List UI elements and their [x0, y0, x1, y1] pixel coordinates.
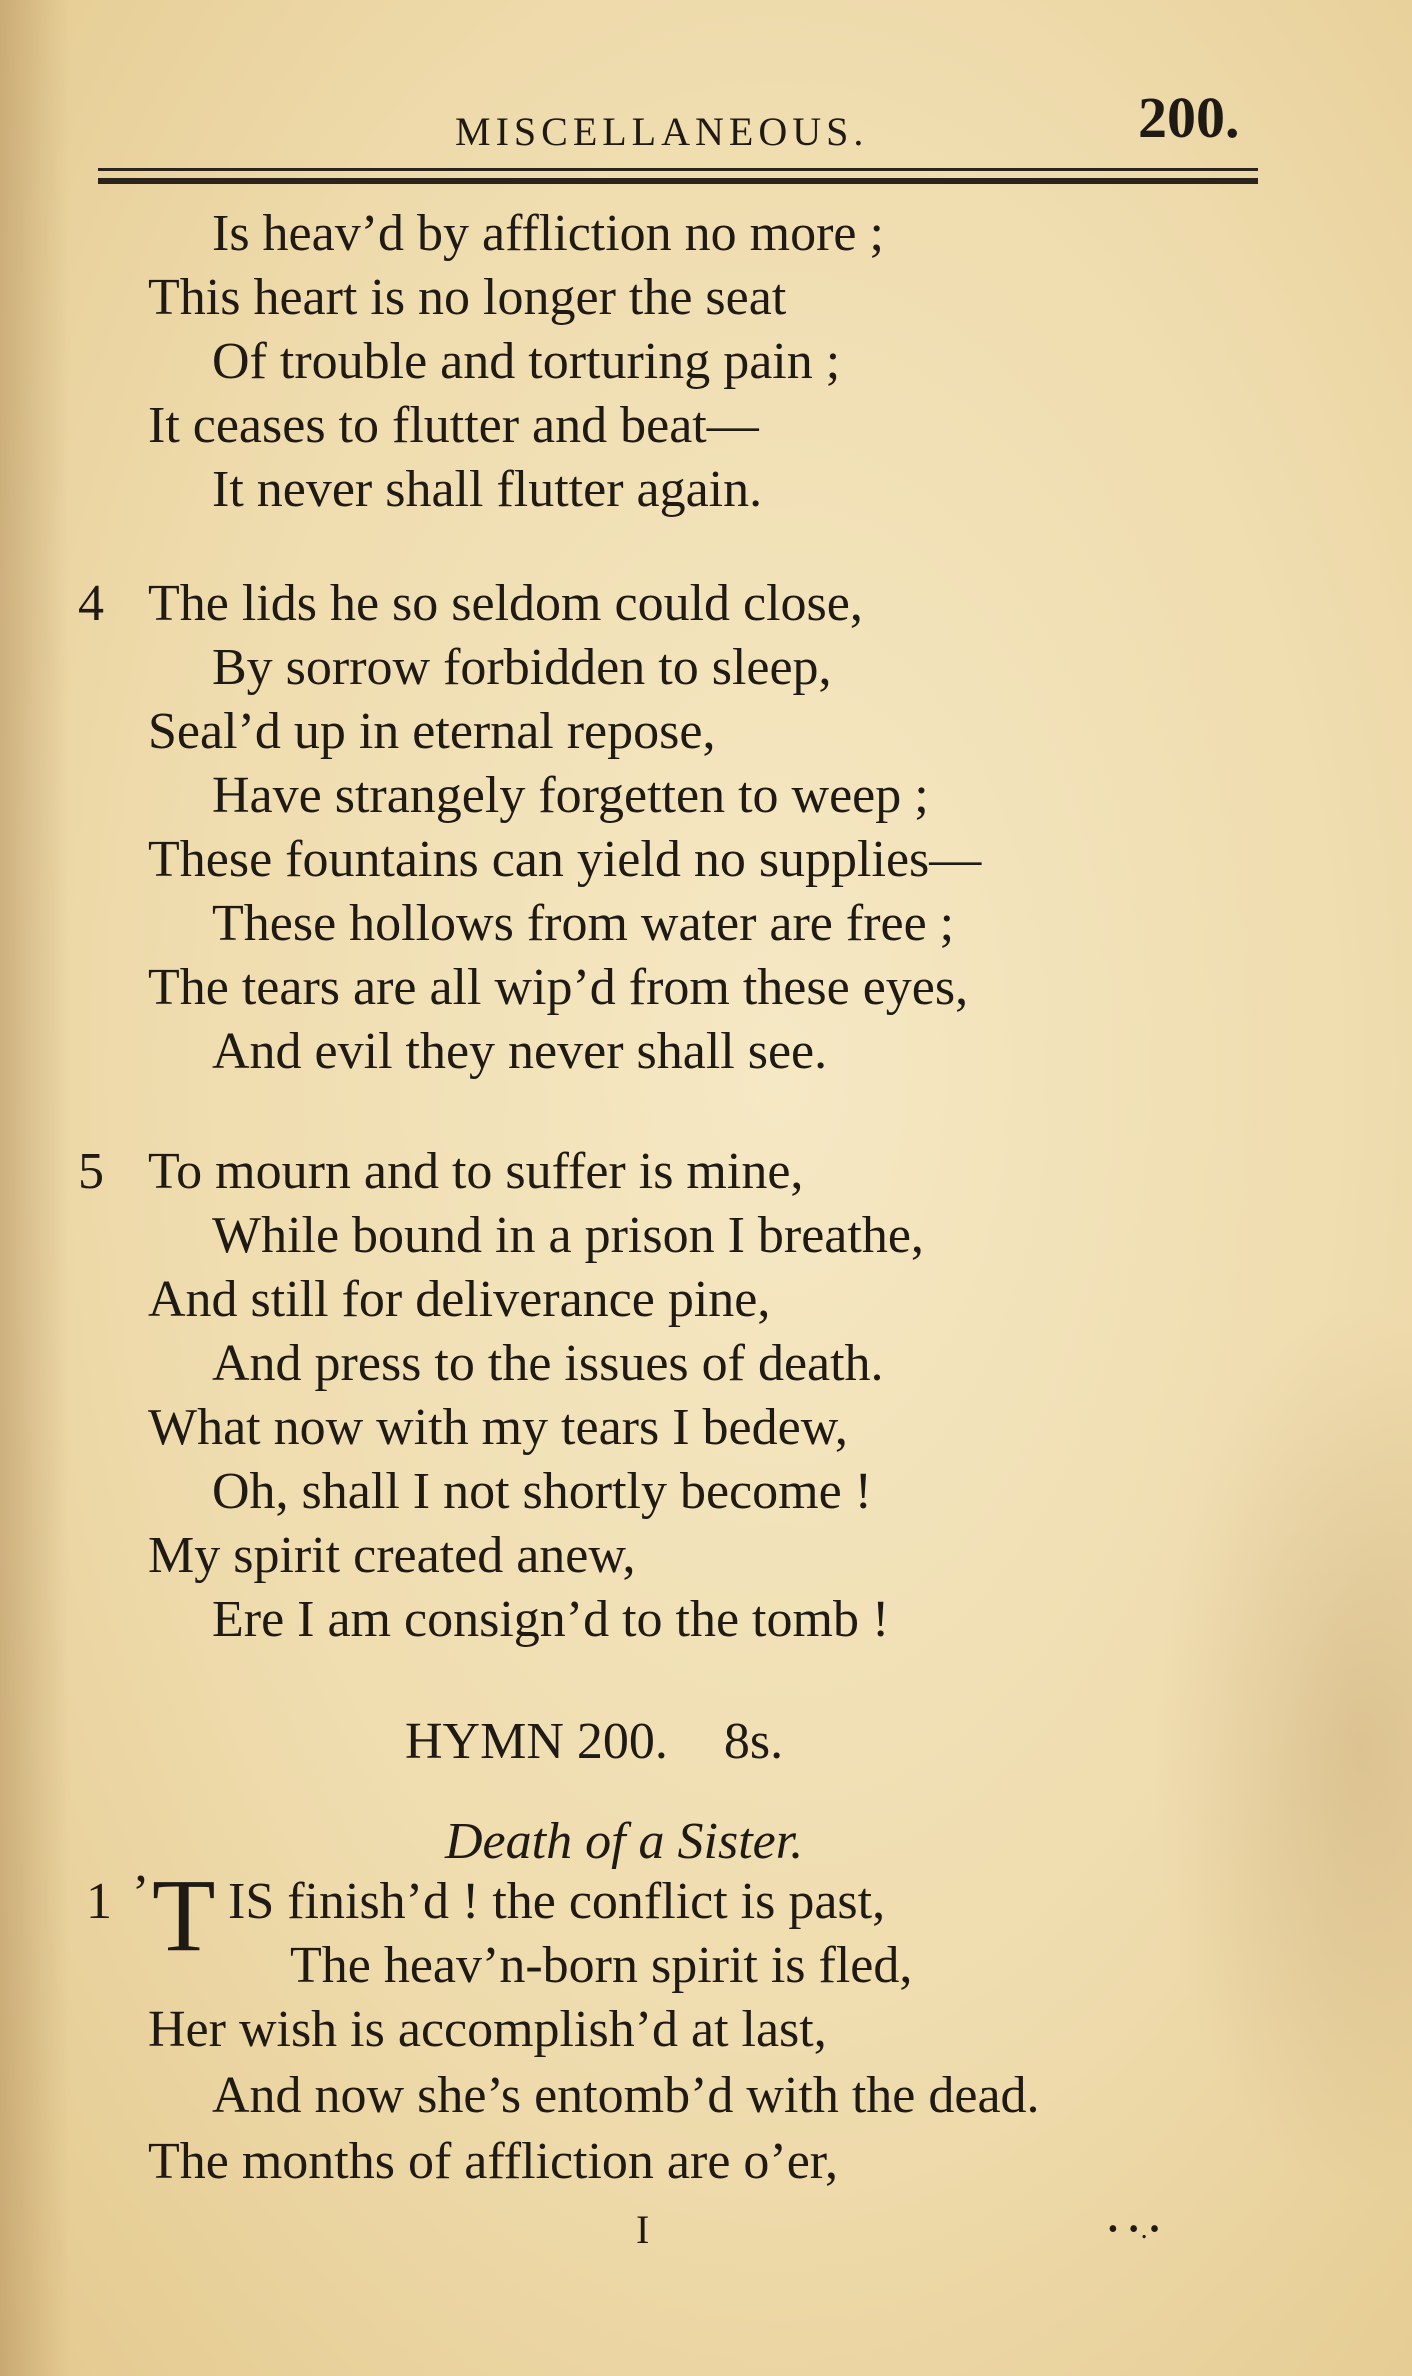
verse5-number: 5	[78, 1143, 104, 1200]
running-title: MISCELLANEOUS.	[455, 109, 869, 154]
page-stain	[1152, 1300, 1412, 2200]
page-number: 200.	[1138, 85, 1240, 150]
verse5-line-8: Ere I am consign’d to the tomb !	[212, 1591, 890, 1648]
verse4-line-2: By sorrow forbidden to sleep,	[212, 639, 832, 696]
hymn-verse1-line-1: IS finish’d ! the conflict is past,	[228, 1873, 886, 1930]
hymn-subtitle: Death of a Sister.	[445, 1813, 804, 1870]
hymn-verse1-number: 1	[86, 1873, 112, 1930]
verse3-line-4: It ceases to flutter and beat—	[148, 397, 759, 454]
hymn-verse1-line-2: The heav’n-born spirit is fled,	[290, 1937, 913, 1994]
hymn-title: HYMN 200.	[405, 1713, 668, 1770]
verse5-line-7: My spirit created anew,	[148, 1527, 636, 1584]
signature-mark: I	[636, 2207, 650, 2252]
verse4-line-8: And evil they never shall see.	[212, 1023, 828, 1080]
verse3-line-5: It never shall flutter again.	[212, 461, 763, 518]
verse4-line-6: These hollows from water are free ;	[212, 895, 955, 952]
header-rule-thick	[98, 178, 1258, 184]
drop-cap: T	[152, 1858, 216, 1973]
verse4-line-7: The tears are all wip’d from these eyes,	[148, 959, 969, 1016]
verse5-line-1: To mourn and to suffer is mine,	[148, 1143, 804, 1200]
verse4-number: 4	[78, 575, 104, 632]
verse3-line-2: This heart is no longer the seat	[148, 269, 787, 326]
verse4-line-5: These fountains can yield no supplies—	[148, 831, 982, 888]
verse4-line-1: The lids he so seldom could close,	[148, 575, 863, 632]
hymn-heading	[405, 1710, 783, 1774]
hymn-meter: 8s.	[723, 1713, 784, 1770]
verse5-line-3: And still for deliverance pine,	[148, 1271, 771, 1328]
hymn-verse1-line-4: And now she’s entomb’d with the dead.	[212, 2067, 1040, 2124]
verse3-line-3: Of trouble and torturing pain ;	[212, 333, 841, 390]
verse5-line-6: Oh, shall I not shortly become !	[212, 1463, 872, 1520]
hymn-verse1-line-3: Her wish is accomplish’d at last,	[148, 2001, 827, 2058]
header-rule-thin	[98, 168, 1258, 171]
footer-marks: • •.•	[1108, 2214, 1162, 2245]
page-edge-stain	[0, 0, 70, 2376]
verse3-line-1: Is heav’d by affliction no more ;	[212, 205, 884, 262]
hymn-verse1-line-5: The months of affliction are o’er,	[148, 2133, 839, 2190]
verse4-line-4: Have strangely forgetten to weep ;	[212, 767, 929, 824]
verse5-line-2: While bound in a prison I breathe,	[212, 1207, 924, 1264]
verse4-line-3: Seal’d up in eternal repose,	[148, 703, 716, 760]
verse5-line-4: And press to the issues of death.	[212, 1335, 884, 1392]
opening-apostrophe: ’	[132, 1865, 150, 1922]
verse5-line-5: What now with my tears I bedew,	[148, 1399, 848, 1456]
